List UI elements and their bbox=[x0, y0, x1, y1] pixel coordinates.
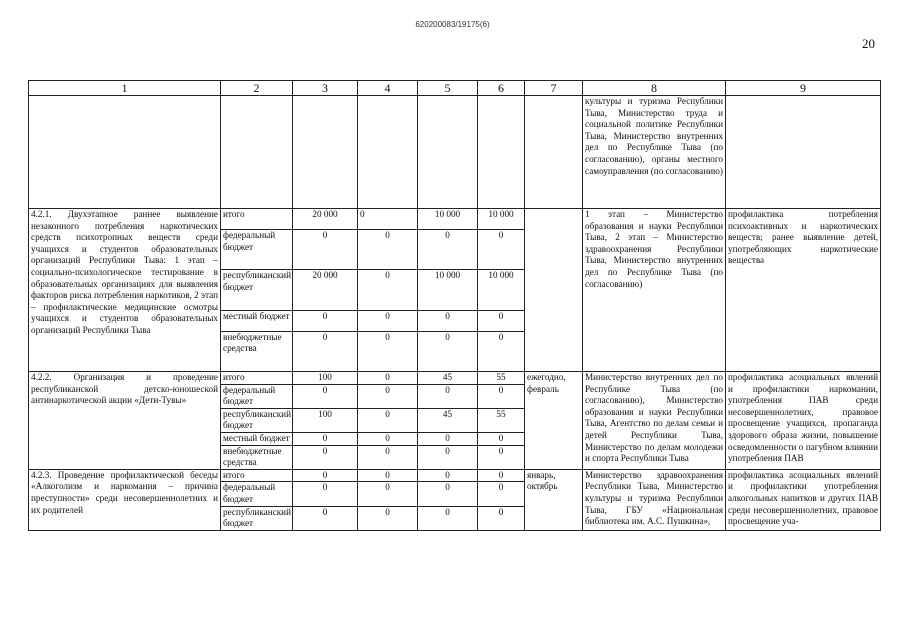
funding-year-2: 0 bbox=[418, 331, 478, 371]
funding-year-3: 0 bbox=[478, 230, 525, 270]
funding-source: внебюджетные средства bbox=[221, 331, 293, 371]
funding-year-3: 0 bbox=[478, 506, 525, 530]
header-cell: 1 bbox=[29, 81, 221, 96]
funding-year-1: 0 bbox=[358, 482, 418, 506]
activity-cell: 4.2.2. Организация и проведение республиканской детско-юношеской антинаркотической акции «Дети-Тувы» bbox=[29, 372, 221, 470]
funding-year-1: 0 bbox=[358, 331, 418, 371]
header-cell: 2 bbox=[221, 81, 293, 96]
funding-year-2: 0 bbox=[418, 506, 478, 530]
funding-year-3: 0 bbox=[478, 384, 525, 408]
funding-year-3: 0 bbox=[478, 310, 525, 331]
executors-cell: 1 этап – Министерство образования и науки Республики Тыва, 2 этап – Министерство здравоохранения Республики Тыва, Министерство внутренних дел по Республике Тыва (по согласованию) bbox=[583, 209, 726, 372]
header-cell: 6 bbox=[478, 81, 525, 96]
header-cell: 9 bbox=[726, 81, 881, 96]
funding-year-1: 0 bbox=[358, 445, 418, 469]
funding-year-3: 10 000 bbox=[478, 270, 525, 310]
funding-year-3: 55 bbox=[478, 372, 525, 385]
funding-year-1: 0 bbox=[358, 209, 418, 230]
funding-year-2: 0 bbox=[418, 482, 478, 506]
header-cell: 7 bbox=[525, 81, 583, 96]
header-cell: 3 bbox=[293, 81, 358, 96]
funding-year-2: 0 bbox=[418, 445, 478, 469]
funding-year-2: 0 bbox=[418, 384, 478, 408]
period-cell: ежегодно, февраль bbox=[525, 372, 583, 470]
funding-source: местный бюджет bbox=[221, 432, 293, 445]
funding-year-2: 0 bbox=[418, 230, 478, 270]
header-row bbox=[29, 81, 881, 96]
funding-year-1: 0 bbox=[358, 310, 418, 331]
funding-year-2: 0 bbox=[418, 310, 478, 331]
activity-cell: 4.2.3. Проведение профилактической беседы «Алкоголизм и наркомания – причина преступности» среди несовершеннолетних и их родителей bbox=[29, 469, 221, 530]
funding-year-2: 45 bbox=[418, 408, 478, 432]
header-cell: 5 bbox=[418, 81, 478, 96]
document-id: 620200083/19175(6) bbox=[415, 20, 490, 29]
funding-total: 0 bbox=[293, 310, 358, 331]
funding-total: 20 000 bbox=[293, 209, 358, 230]
funding-year-3: 0 bbox=[478, 469, 525, 482]
funding-total: 0 bbox=[293, 331, 358, 371]
funding-year-1: 0 bbox=[358, 432, 418, 445]
program-table bbox=[28, 80, 881, 531]
activity-cell: 4.2.1. Двухэтапное раннее выявление незаконного потребления наркотических средств психотропных веществ среди учащихся и студентов образовательных организаций Республики Тыва: 1 этап – социально-психологическое тестирование в образовательных организациях для выявления факторов риска потребления наркотиков, 2 этап – профилактические медицинские осмотры учащихся и студентов образовательных организаций Республики Тыва bbox=[29, 209, 221, 372]
funding-year-2: 10 000 bbox=[418, 270, 478, 310]
result-cell: профилактика потребления психоактивных и наркотических веществ; ранее выявление детей, употребляющих наркотические вещества bbox=[726, 209, 881, 372]
funding-total: 0 bbox=[293, 469, 358, 482]
funding-year-1: 0 bbox=[358, 270, 418, 310]
table-row bbox=[29, 372, 881, 385]
page-number: 20 bbox=[862, 36, 875, 51]
funding-total: 0 bbox=[293, 432, 358, 445]
funding-year-2: 45 bbox=[418, 372, 478, 385]
funding-year-2: 0 bbox=[418, 432, 478, 445]
funding-source: республиканский бюджет bbox=[221, 270, 293, 310]
funding-total: 0 bbox=[293, 384, 358, 408]
funding-year-2: 10 000 bbox=[418, 209, 478, 230]
header-cell: 4 bbox=[358, 81, 418, 96]
continuation-row bbox=[29, 96, 881, 209]
funding-year-3: 55 bbox=[478, 408, 525, 432]
funding-source: внебюджетные средства bbox=[221, 445, 293, 469]
funding-source: федеральный бюджет bbox=[221, 384, 293, 408]
funding-year-3: 0 bbox=[478, 445, 525, 469]
period-cell: январь, октябрь bbox=[525, 469, 583, 530]
funding-total: 0 bbox=[293, 445, 358, 469]
result-cell: профилактика асоциальных явлений и профилактики употребления алкогольных напитков и других ПАВ среди несовершеннолетних, правовое просвещение уча- bbox=[726, 469, 881, 530]
funding-source: республиканский бюджет bbox=[221, 408, 293, 432]
funding-source: итого bbox=[221, 372, 293, 385]
funding-source: федеральный бюджет bbox=[221, 230, 293, 270]
funding-year-2: 0 bbox=[418, 469, 478, 482]
funding-source: итого bbox=[221, 469, 293, 482]
funding-source: местный бюджет bbox=[221, 310, 293, 331]
table-row bbox=[29, 469, 881, 482]
funding-source: итого bbox=[221, 209, 293, 230]
funding-year-1: 0 bbox=[358, 372, 418, 385]
period-cell bbox=[525, 209, 583, 372]
header-cell: 8 bbox=[583, 81, 726, 96]
funding-total: 100 bbox=[293, 408, 358, 432]
funding-year-3: 0 bbox=[478, 432, 525, 445]
funding-year-1: 0 bbox=[358, 408, 418, 432]
funding-total: 0 bbox=[293, 506, 358, 530]
funding-source: республиканский бюджет bbox=[221, 506, 293, 530]
executors-cell: культуры и туризма Республики Тыва, Министерство труда и социальной политике Республики Тыва, Министерство внутренних дел по Республике Тыва (по согласованию), органы местного самоуправления (по согласованию) bbox=[583, 96, 726, 209]
funding-year-1: 0 bbox=[358, 469, 418, 482]
table-row bbox=[29, 209, 881, 230]
funding-total: 0 bbox=[293, 482, 358, 506]
funding-total: 0 bbox=[293, 230, 358, 270]
executors-cell: Министерство внутренних дел по Республике Тыва (по согласованию), Министерство образования и науки Республики Тыва, Агентство по делам семьи и детей Республики Тыва, Министерство по делам молодежи и спорта Республики Тыва bbox=[583, 372, 726, 470]
funding-total: 20 000 bbox=[293, 270, 358, 310]
funding-year-3: 0 bbox=[478, 482, 525, 506]
funding-total: 100 bbox=[293, 372, 358, 385]
result-cell: профилактика асоциальных явлений и профилактики наркомании, употребления ПАВ среди несовершеннолетних, правовое просвещение учащихся, пропаганда здорового образа жизни, повышение осведомленности о пагубном влиянии употребления ПАВ bbox=[726, 372, 881, 470]
funding-year-1: 0 bbox=[358, 230, 418, 270]
executors-cell: Министерство здравоохранения Республики Тыва, Министерство культуры и туризма Республики Тыва, ГБУ «Национальная библиотека им. А.С. Пушкина», bbox=[583, 469, 726, 530]
funding-source: федеральный бюджет bbox=[221, 482, 293, 506]
funding-year-1: 0 bbox=[358, 384, 418, 408]
funding-year-3: 10 000 bbox=[478, 209, 525, 230]
funding-year-3: 0 bbox=[478, 331, 525, 371]
funding-year-1: 0 bbox=[358, 506, 418, 530]
